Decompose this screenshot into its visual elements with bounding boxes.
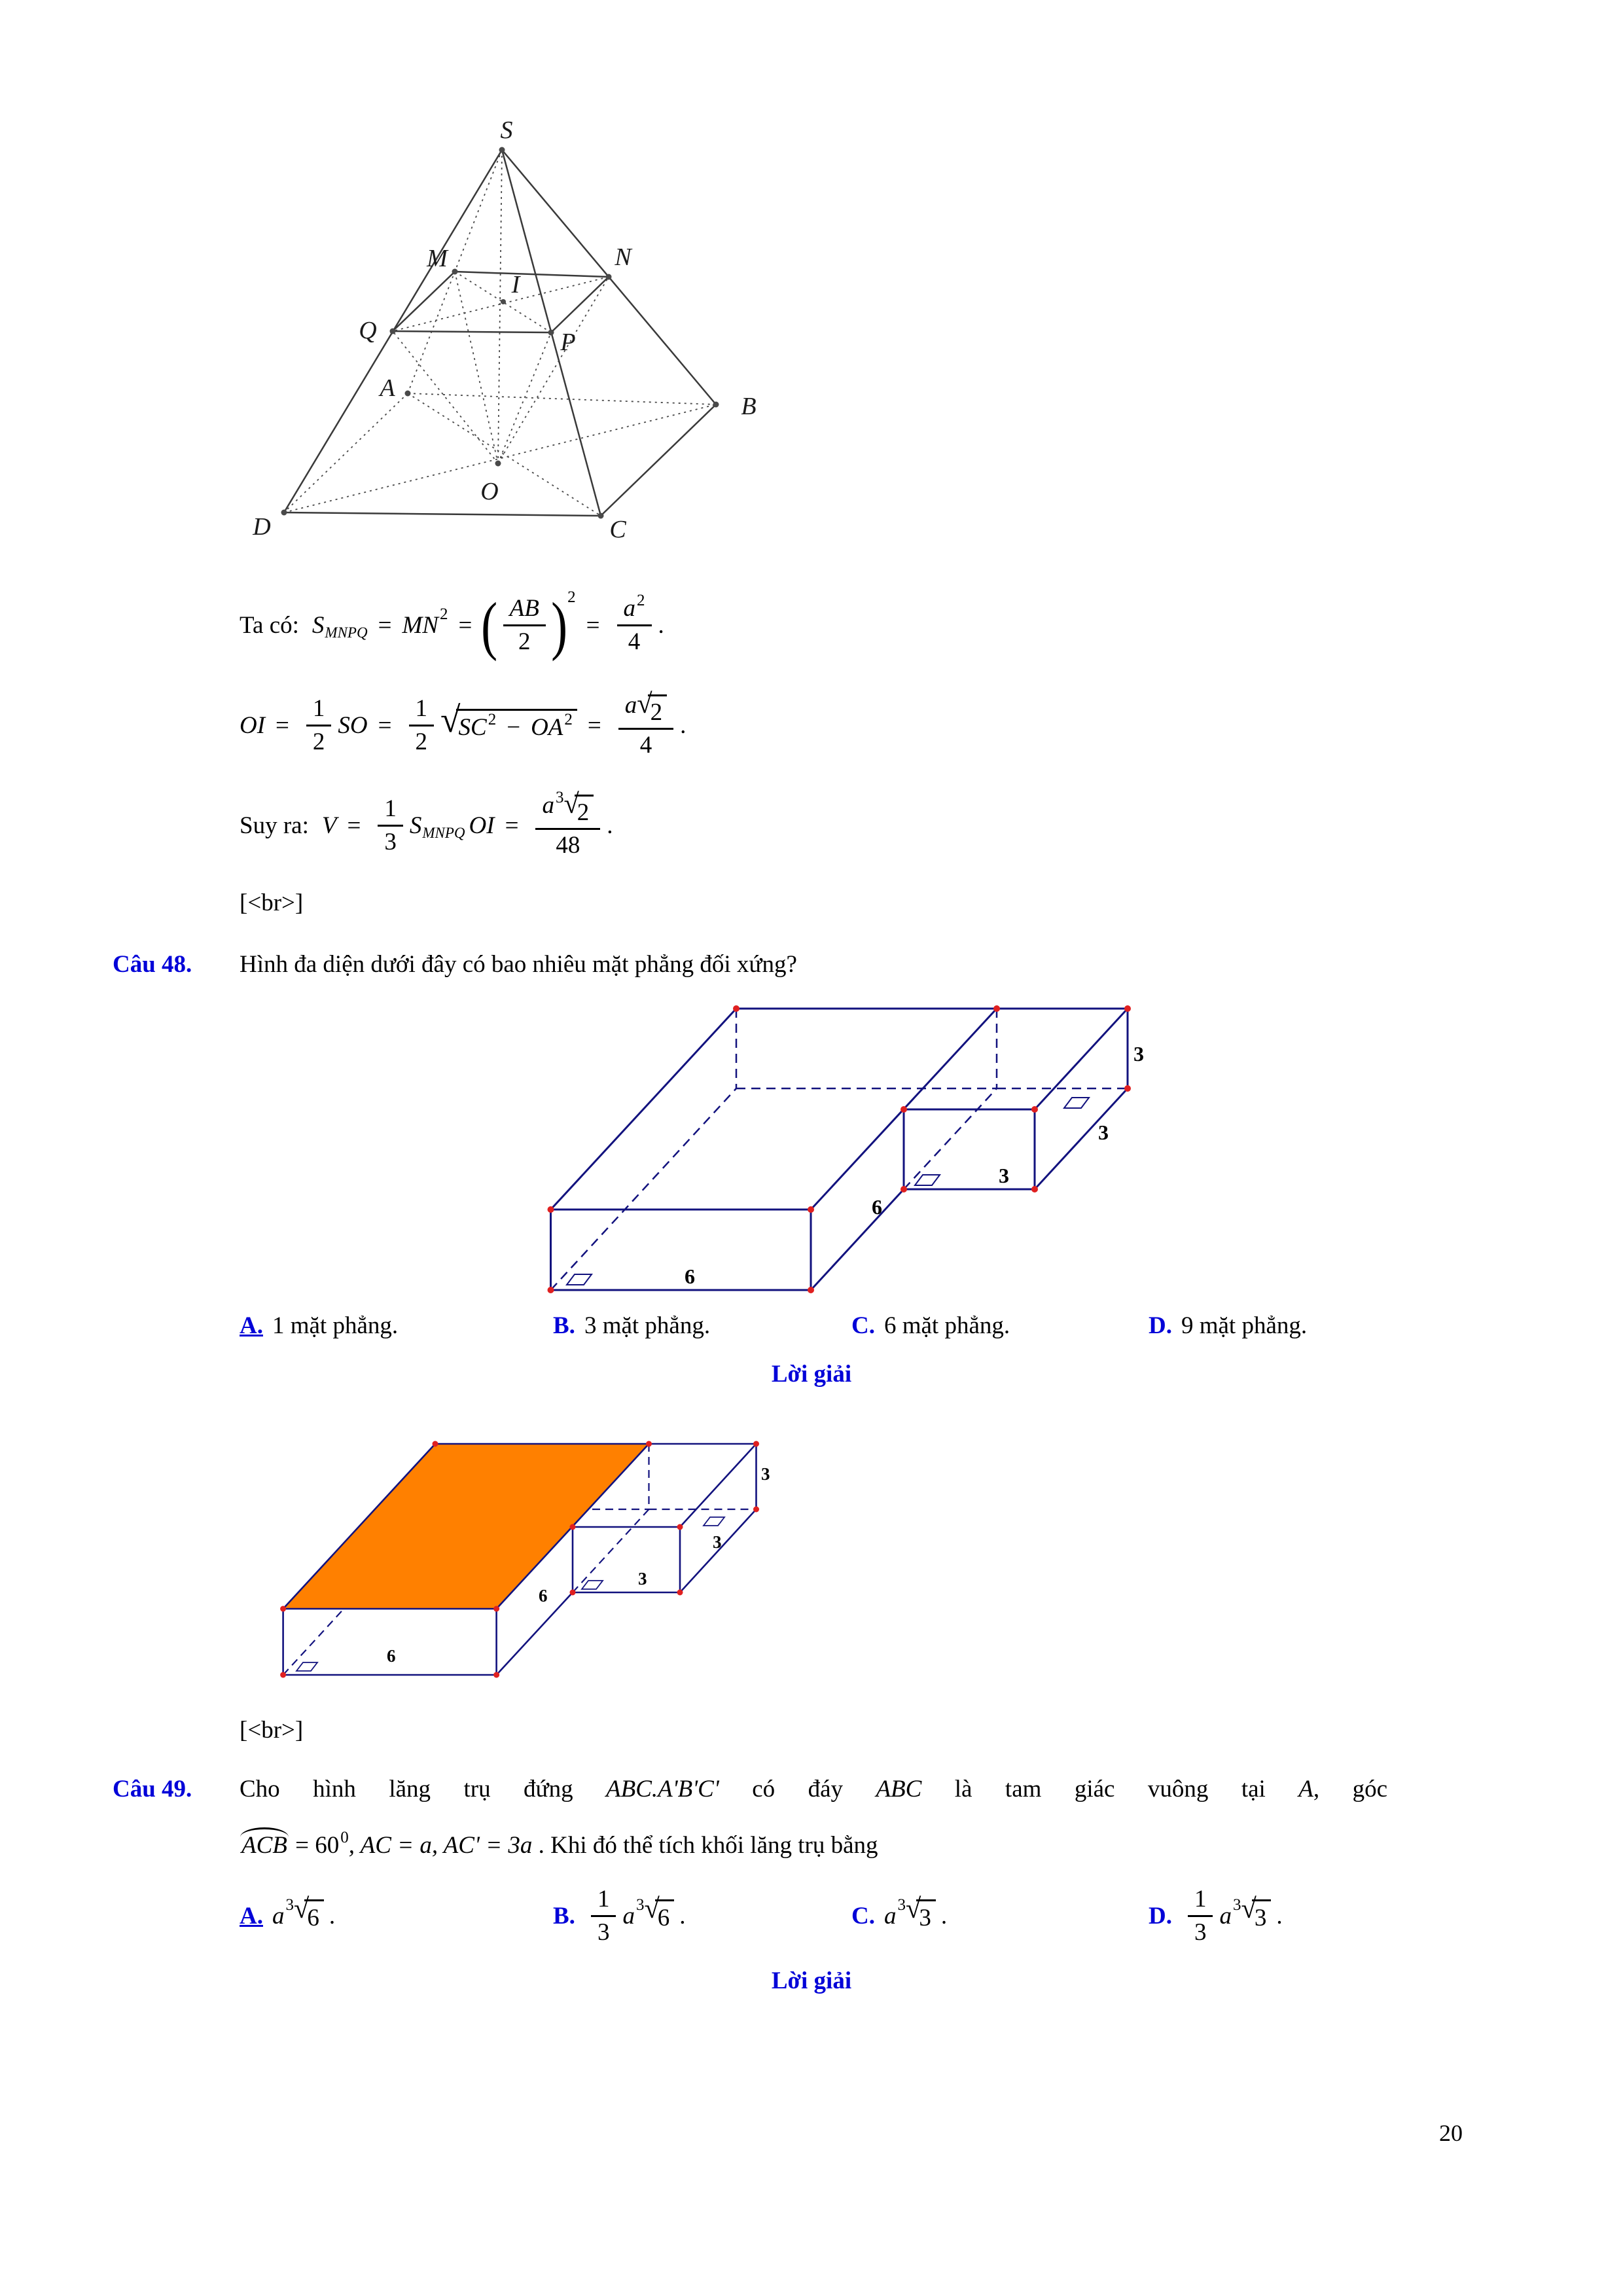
right-paren: ) — [551, 588, 567, 662]
radicand: 6 — [304, 1899, 324, 1932]
fraction-AB-2 — [503, 595, 546, 655]
equals: = — [276, 711, 289, 739]
denominator: 3 — [597, 1918, 610, 1946]
radicand: 3 — [916, 1899, 936, 1932]
denominator: 4 — [628, 628, 641, 655]
pyramid-figure — [249, 115, 772, 547]
solution-figure-48 — [272, 1430, 782, 1692]
q49-text: , góc — [1313, 1776, 1387, 1803]
equals: = — [587, 711, 601, 739]
equals: = — [586, 611, 600, 639]
answer-text-b: 3 mặt phẳng. — [584, 1312, 711, 1339]
label-Q: Q — [359, 317, 377, 344]
answer-letter-c: C. — [851, 1902, 875, 1929]
numerator: 1 — [409, 695, 435, 726]
q49-text: Cho hình lăng trụ đứng — [240, 1776, 573, 1803]
formula-line-1 — [240, 586, 664, 664]
equals: = — [347, 812, 361, 839]
var-OA: OA — [531, 714, 563, 741]
var-S: S — [409, 812, 422, 839]
question-48-number: Câu 48. — [113, 951, 192, 978]
answer-letter-d: D. — [1149, 1312, 1172, 1339]
exp-3: 3 — [897, 1896, 906, 1914]
label-N: N — [615, 243, 632, 271]
equals: = — [378, 711, 392, 739]
right-angle-mark — [704, 1517, 724, 1526]
fraction-1-3 — [378, 795, 403, 855]
answer-a-49 — [240, 1880, 335, 1952]
var-OI: OI — [469, 812, 495, 839]
radicand: 2 — [648, 694, 668, 726]
left-paren: ( — [481, 588, 498, 662]
page-number: 20 — [1439, 2120, 1463, 2146]
radical — [1241, 1893, 1271, 1932]
dim-label: 6 — [539, 1586, 548, 1605]
radicand: 2 — [575, 795, 594, 826]
radical-sign: √ — [905, 1893, 921, 1924]
numerator — [618, 688, 673, 730]
q49-math-eq60: = 60 — [295, 1832, 340, 1859]
pyramid-solid-edges — [284, 150, 716, 516]
var-a: a — [272, 1902, 285, 1929]
answer-d-49 — [1149, 1880, 1283, 1952]
dim-label: 3 — [999, 1164, 1009, 1187]
dim-label: 3 — [1098, 1121, 1109, 1144]
var-a: a — [624, 691, 637, 719]
right-angle-mark — [915, 1175, 940, 1185]
polyhedron-dimension-labels — [685, 1042, 1144, 1288]
period: . — [658, 611, 664, 639]
period: . — [680, 711, 687, 739]
sub-MNPQ: MNPQ — [325, 624, 368, 641]
fraction-a2-4 — [617, 592, 652, 655]
label-C: C — [609, 516, 626, 543]
label-S: S — [500, 117, 513, 144]
polyhedron-vertex-dots — [548, 1005, 1132, 1293]
fraction-1-3 — [1188, 1886, 1213, 1946]
radical — [905, 1893, 936, 1932]
pyramid-labels — [252, 117, 756, 543]
q49-math-abc: ABC — [876, 1776, 922, 1803]
radical-sign: √ — [440, 700, 461, 740]
fraction-1-3 — [591, 1886, 616, 1946]
radical-sign: √ — [293, 1893, 310, 1924]
answer-d-48 — [1149, 1306, 1307, 1345]
period: . — [1276, 1902, 1283, 1929]
q49-math-a: A — [1298, 1776, 1313, 1803]
sub-MNPQ: MNPQ — [422, 825, 465, 841]
polyhedron-figure — [537, 992, 1158, 1306]
answer-text-c: 6 mặt phẳng. — [883, 1312, 1010, 1339]
dim-label: 3 — [761, 1464, 770, 1484]
numerator: 1 — [378, 795, 403, 826]
dim-label: 3 — [638, 1569, 647, 1588]
formula-lead: Suy ra: — [240, 812, 309, 839]
radicand: 6 — [655, 1899, 675, 1932]
radical-sign: √ — [563, 788, 579, 819]
q49-text: là tam giác vuông tại — [954, 1776, 1266, 1803]
right-angle-mark — [567, 1274, 592, 1285]
var-SO: SO — [338, 711, 368, 739]
question-49-number: Câu 49. — [113, 1776, 192, 1803]
var-SC: SC — [458, 714, 487, 741]
question-49-text-line2 — [240, 1831, 878, 1859]
numerator: AB — [503, 595, 546, 626]
exp-3: 3 — [285, 1896, 294, 1914]
answer-letter-a: A. — [240, 1902, 263, 1929]
period: . — [940, 1902, 948, 1929]
minus: − — [507, 714, 521, 741]
denominator: 4 — [639, 732, 652, 759]
exp-2: 2 — [637, 592, 645, 610]
var-a: a — [622, 1902, 635, 1929]
label-P: P — [560, 329, 576, 356]
radical — [440, 700, 577, 742]
denominator: 3 — [384, 828, 397, 855]
label-A: A — [380, 374, 395, 402]
denominator: 3 — [1194, 1918, 1207, 1946]
label-B: B — [741, 393, 757, 420]
q49-math-values: , AC = a, AC' = 3a — [348, 1832, 533, 1859]
radical-sign: √ — [644, 1893, 660, 1924]
answer-c-49 — [851, 1880, 947, 1952]
radical — [644, 1893, 674, 1932]
fraction-1-2 — [306, 695, 332, 755]
polyhedron-solid-edges — [551, 1009, 1128, 1290]
label-D: D — [253, 513, 271, 541]
q49-text: có đáy — [752, 1776, 844, 1803]
dim-label: 3 — [713, 1532, 722, 1552]
dim-label: 6 — [872, 1195, 882, 1219]
radical — [293, 1893, 324, 1932]
q49-math-acb: ACB — [241, 1832, 287, 1859]
var-V: V — [321, 812, 337, 839]
radical — [637, 688, 667, 726]
dim-label: 3 — [1133, 1042, 1144, 1066]
radicand: 3 — [1252, 1899, 1272, 1932]
exp-3: 3 — [1232, 1896, 1241, 1914]
answer-c-48 — [851, 1306, 1010, 1345]
denominator: 2 — [518, 628, 531, 655]
answer-letter-b: B. — [553, 1312, 575, 1339]
formula-line-3 — [240, 786, 613, 865]
answer-letter-c: C. — [851, 1312, 875, 1339]
numerator: 1 — [306, 695, 332, 726]
equals: = — [505, 812, 519, 839]
answer-b-48 — [553, 1306, 710, 1345]
label-I: I — [511, 271, 520, 298]
var-a: a — [883, 1902, 897, 1929]
br-marker-2: [<br>] — [240, 1717, 304, 1744]
label-O: O — [480, 478, 499, 505]
radicand — [456, 709, 577, 742]
loi-giai-48: Lời giải — [771, 1361, 852, 1388]
answer-letter-d: D. — [1149, 1902, 1172, 1929]
equals: = — [378, 611, 392, 639]
exp-3: 3 — [635, 1896, 645, 1914]
answer-letter-a: A. — [240, 1312, 263, 1339]
right-angle-mark — [582, 1581, 603, 1589]
denominator: 2 — [415, 728, 428, 755]
answer-a-48 — [240, 1306, 398, 1345]
q49-math-prism: ABC.A'B'C' — [606, 1776, 719, 1803]
dim-label: 6 — [685, 1265, 695, 1288]
formula-line-2 — [240, 686, 686, 764]
label-M: M — [427, 245, 448, 272]
numerator — [617, 592, 652, 626]
exp-3: 3 — [555, 788, 564, 806]
polyhedron-dashed-edges — [551, 1009, 1128, 1290]
numerator: 1 — [591, 1886, 616, 1916]
formula-lead: Ta có: — [240, 611, 299, 639]
fraction-1-2 — [409, 695, 435, 755]
question-48-text: Hình đa diện dưới đây có bao nhiêu mặt phẳng đối xứng? — [240, 951, 797, 978]
q49-text: . Khi đó thể tích khối lăng trụ bằng — [538, 1832, 878, 1859]
answer-b-49 — [553, 1880, 686, 1952]
angle-hat — [240, 1831, 289, 1859]
var-S: S — [312, 611, 325, 639]
exp-2: 2 — [439, 605, 448, 623]
answer-text-a: 1 mặt phẳng. — [272, 1312, 399, 1339]
radical — [563, 788, 594, 826]
var-OI: OI — [240, 711, 266, 739]
equals: = — [458, 611, 473, 639]
right-angle-mark — [1064, 1098, 1089, 1108]
denominator: 48 — [556, 832, 580, 859]
exp-2: 2 — [488, 711, 497, 728]
br-marker-1: [<br>] — [240, 889, 304, 916]
radical-sign: √ — [1241, 1893, 1257, 1924]
var-a: a — [542, 791, 554, 819]
fraction-a3sqrt2-48 — [535, 788, 600, 859]
period: . — [607, 812, 613, 839]
period: . — [679, 1902, 686, 1929]
loi-giai-49: Lời giải — [771, 1967, 852, 1994]
period: . — [329, 1902, 336, 1929]
exp-0: 0 — [340, 1829, 349, 1846]
right-angle-mark — [296, 1662, 317, 1671]
denominator: 2 — [312, 728, 325, 755]
answer-text-d: 9 mặt phẳng. — [1181, 1312, 1308, 1339]
radical-sign: √ — [637, 688, 652, 719]
numerator — [535, 788, 600, 830]
exp-2: 2 — [567, 588, 576, 606]
exp-2: 2 — [564, 711, 573, 728]
question-49-text-line1 — [240, 1775, 1387, 1803]
var-MN: MN — [402, 611, 438, 639]
numerator: 1 — [1188, 1886, 1213, 1916]
fraction-asqrt2-4 — [618, 688, 673, 759]
dim-label: 6 — [387, 1646, 396, 1666]
answer-letter-b: B. — [553, 1902, 575, 1929]
var-a: a — [623, 595, 636, 622]
var-a: a — [1219, 1902, 1232, 1929]
